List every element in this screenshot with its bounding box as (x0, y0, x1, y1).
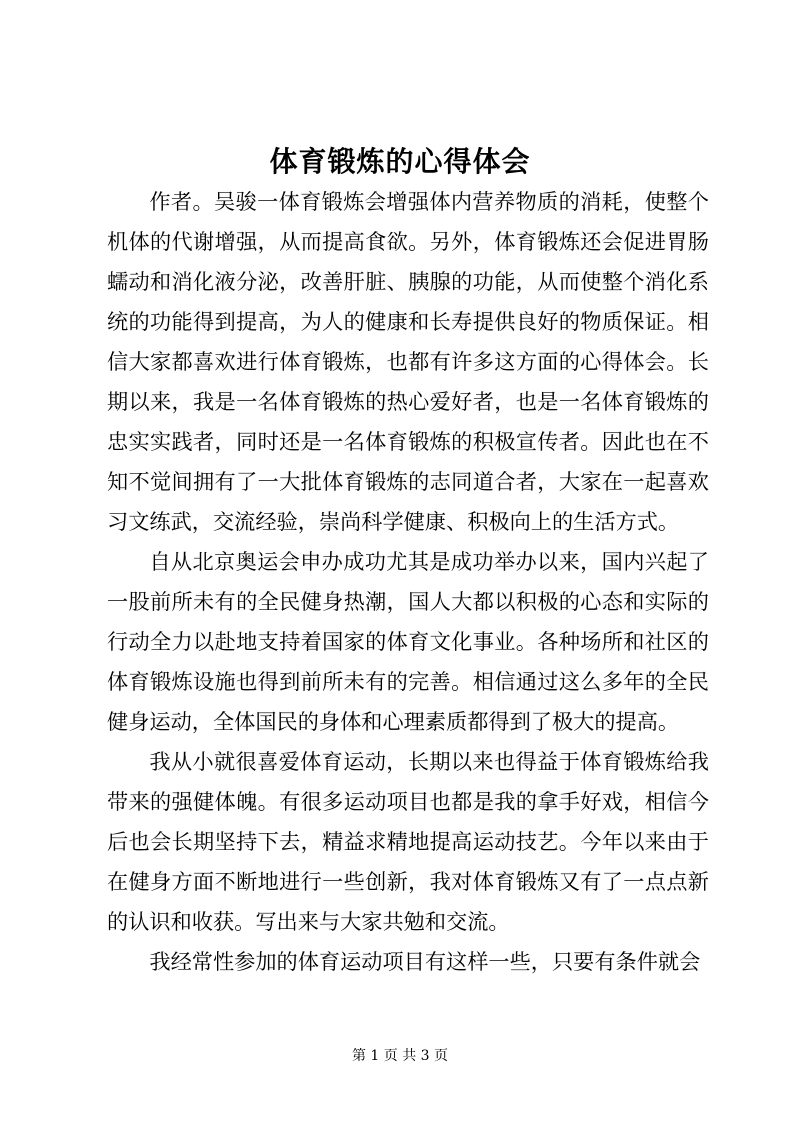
paragraph-3: 我从小就很喜爱体育运动，长期以来也得益于体育锻炼给我带来的强健体魄。有很多运动项目也都是我的拿手好戏，相信今后也会长期坚持下去，精益求精地提高运动技艺。今年以来由于在健身方面不断地进行一些创新，我对体育锻炼又有了一点点新的认识和收获。写出来与大家共勉和交流。 (107, 749, 709, 934)
paragraph-4: 我经常性参加的体育运动项目有这样一些，只要有条件就会 (149, 949, 701, 974)
paragraph-2: 自从北京奥运会申办成功尤其是成功举办以来，国内兴起了一股前所未有的全民健身热潮，国人大都以积极的心态和实际的行动全力以赴地支持着国家的体育文化事业。各种场所和社区的体育锻炼设施也得到前所未有的完善。相信通过这么多年的全民健身运动，全体国民的身体和心理素质都得到了极大的提高。 (107, 549, 709, 734)
document-body (107, 182, 709, 982)
page-footer: 第 1 页 共 3 页 (351, 1048, 449, 1064)
page-title: 体育锻炼的心得体会 (269, 145, 531, 178)
paragraph-1: 作者。吴骏一体育锻炼会增强体内营养物质的消耗，使整个机体的代谢增强，从而提高食欲。另外，体育锻炼还会促进胃肠蠕动和消化液分泌，改善肝脏、胰腺的功能，从而使整个消化系统的功能得到提高，为人的健康和长寿提供良好的物质保证。相信大家都喜欢进行体育锻炼，也都有许多这方面的心得体会。长期以来，我是一名体育锻炼的热心爱好者，也是一名体育锻炼的忠实实践者，同时还是一名体育锻炼的积极宣传者。因此也在不知不觉间拥有了一大批体育锻炼的志同道合者，大家在一起喜欢习文练武，交流经验，崇尚科学健康、积极向上的生活方式。 (107, 189, 709, 534)
